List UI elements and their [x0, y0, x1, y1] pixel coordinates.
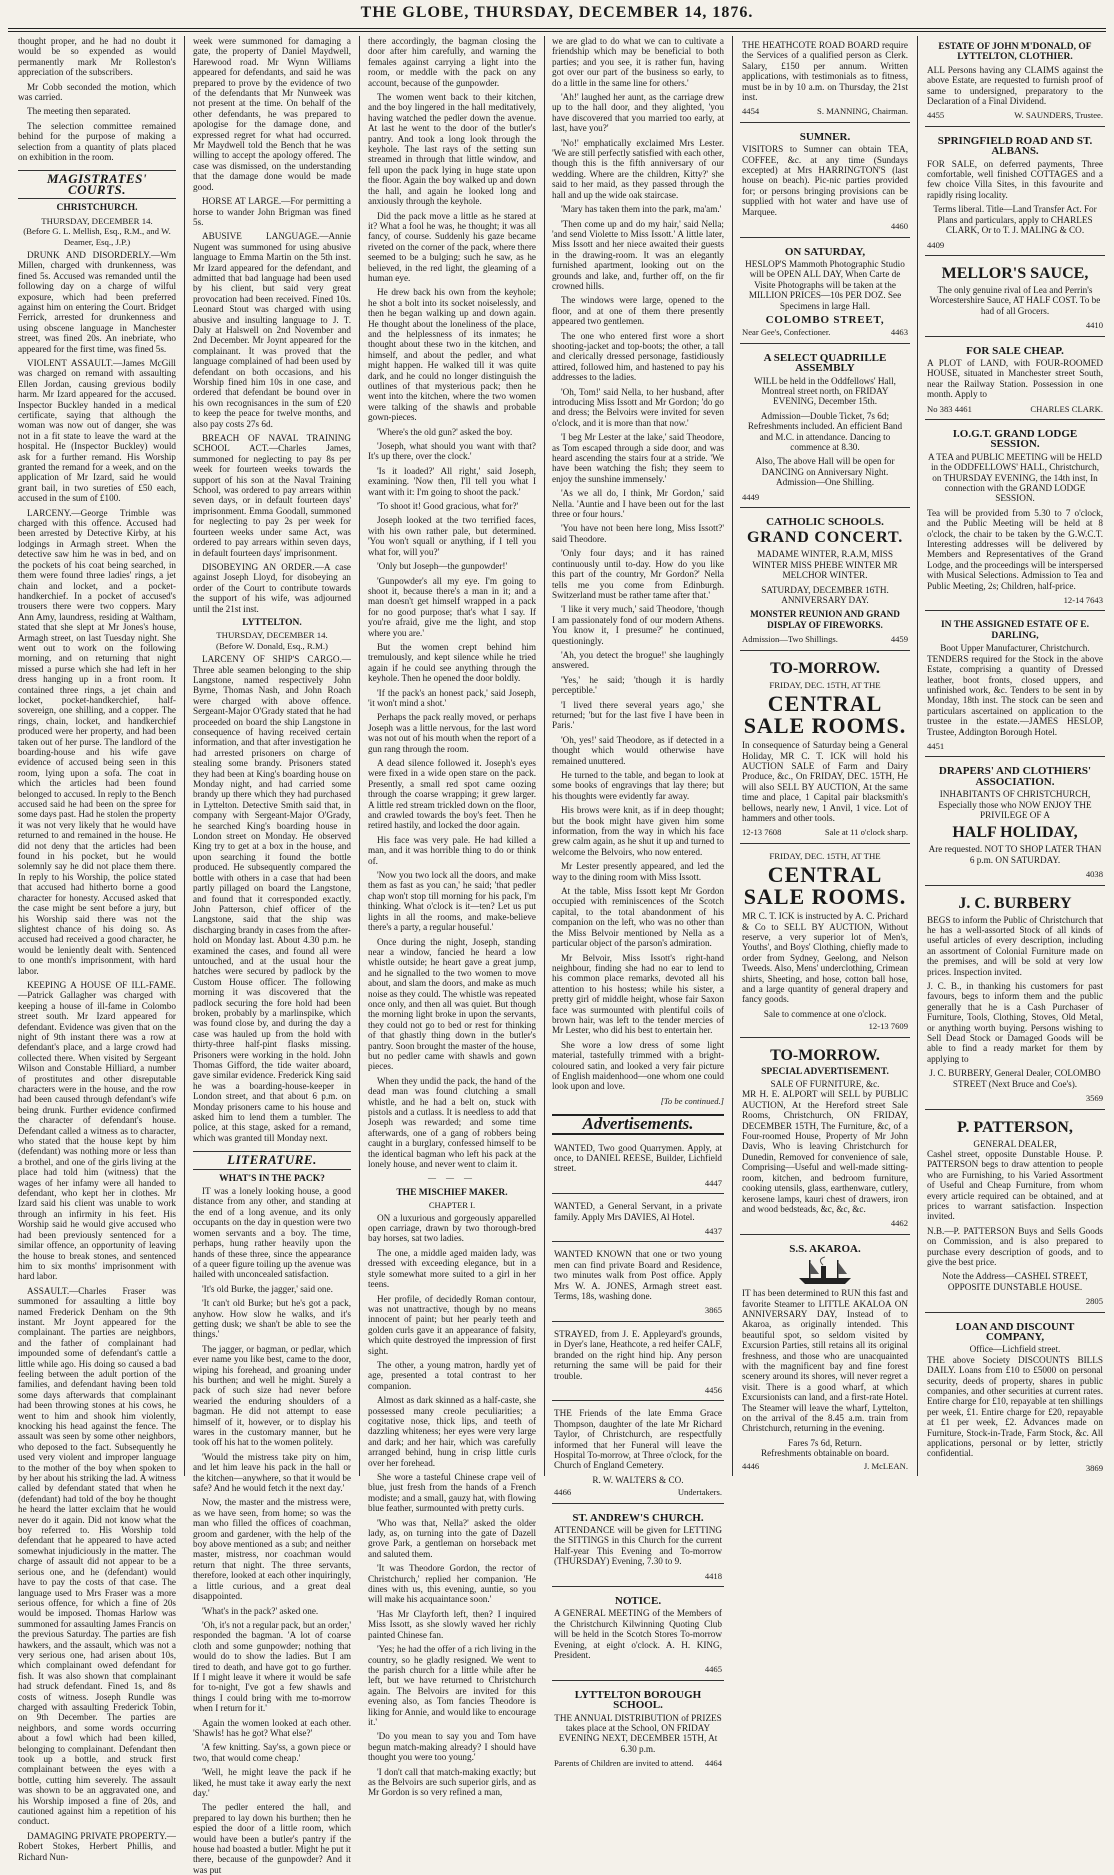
steamship-icon [795, 1256, 855, 1286]
ad-ref: 2805 [1085, 1296, 1103, 1307]
advertisement [740, 1238, 910, 1476]
paragraph: week were summoned for damaging a gate, the property of Daniel Maydwell, Harewood road. Mr Wynn Williams appeared for defendants, and said he was prepared to prove by the evidence of two of the defendants that Mr Nunweek was not present at the time. On behalf of the other defendants, he was prepared to apologise for the damage done, and expressed regret for what had occurred. Mr Maydwell told the Bench that he was willing to accept the apology offered. The case was dismissed, on the understanding that the damage done would be made good. [193, 36, 351, 192]
paragraph: 'No!' emphatically exclaimed Mrs Lester. 'We are still perfectly satisfied with each other, though this is the fifth anniversary of our wedding. Where are the children, Kitty?' she said to her maid, as they passed through the hall and up the wide oak staircase. [552, 137, 724, 200]
column-divider [732, 36, 733, 1476]
ad-title: GRAND CONCERT. [746, 529, 904, 547]
ad-title: J. C. BURBERY [958, 894, 1072, 912]
paragraph: Her profile, of decidedly Roman contour, was not unattractive, though by no means innocent of paint; but her pearly teeth and golden curls gave it an appearance of falsity, which quite destroyed the impression of first sight. [368, 1293, 536, 1356]
bench-line: (Before G. L. Mellish, Esq., R.M., and W. Deamer, Esq., J.P.) [23, 226, 171, 247]
ad-ref: 4449 [742, 491, 760, 502]
advertisement [740, 126, 910, 238]
ad-text: MR H. E. ALPORT will SELL by PUBLIC AUCTION, At the Hereford street Sale Rooms, Christchurch, ON FRIDAY, DECEMBER 15TH, The Furniture, &c, of a Four-roomed House, Property of Mr John Davis, Who is leaving Christchurch for Dunedin, Removed for convenience of sale, Comprising—Useful and well-made sitting-room, kitchen, and bedroom furniture, cooking utensils, glass, earthenware, cutlery, kerosene lamps, kauri chest of drawers, iron and wood bedsteads, &c, &c, &c. [742, 1089, 908, 1214]
ad-title: DRAPERS' AND CLOTHIERS' ASSOCIATION. [938, 765, 1092, 788]
ad-text: WANTED KNOWN that one or two young men can find private Board and Residence, two minutes walk from Post office. Apply Mrs W. A. JONES, Armagh street east. Terms, 18s, washing done. [554, 1249, 722, 1302]
advertisement [925, 889, 1105, 1110]
advertisement [740, 511, 910, 651]
paragraph: At the table, Miss Issott kept Mr Gordon occupied with reminiscences of the Scotch capital, to the total abandonment of his companion on the left, who was no other than the Miss Belvoir mentioned by Nella as a particular object of the parson's admiration. [552, 886, 724, 949]
advertisement [552, 1197, 724, 1242]
ad-text: HESLOP'S Mammoth Photographic Studio will be OPEN ALL DAY, When Carte de Visite Photographs will be taken at the MILLION PRICES—10s PER DOZ. See Specimens in large Hall. [745, 258, 905, 311]
paragraph: ON a luxurious and gorgeously apparelled open carriage, drawn by two thorough-bred bay horses, sat two ladies. [368, 1212, 536, 1244]
ad-title: S.S. AKAROA. [789, 1242, 861, 1255]
paragraph: BREACH OF NAVAL TRAINING SCHOOL ACT.—Charles James, summoned for neglecting to pay 8s per week for fourteen weeks towards the support of his son at the Naval Training School, was ordered to pay arrears within seven days, or in default fourteen days' imprisonment. Emma Goodall, summoned for neglecting to pay 2s per week for fourteen weeks under same Act, was ordered to pay arrears within seven days, in default fourteen days' imprisonment. [193, 433, 351, 558]
advertisements-heading: Advertisements. [552, 1114, 724, 1134]
advertisement [552, 1245, 724, 1321]
paragraph: The pedler entered the hall, and prepared to lay down his burthen; then he espied the door of a little room, which would have been a butler's pantry if the house had boasted a butler. Might he put it there, because of the gunpowder? And it was put [193, 1802, 351, 1875]
paragraph: Joseph looked at the two terrified faces, with his own rather pale, but determined. 'You won't squall or anything, if I tell you what for, will you?' [368, 515, 536, 557]
paragraph: 'It's old Burke, the jagger,' said one. [202, 1283, 333, 1294]
paragraph: 'Where's the old gun?' asked the boy. [377, 426, 513, 437]
ad-ref: 4410 [1085, 320, 1103, 331]
paragraph: 'I lived there several years ago,' she returned; 'but for the last five I have been in Paris.' [552, 699, 724, 731]
paragraph: The jagger, or bagman, or pedlar, which ever name you like best, came to the door, wiping his forehead, and groaning under his burthen; and well he might. Surely a pack of such size had never before wearied the enduring shoulders of a bagman. He did not attempt to ease himself of it, however, or to display his wares in the customary manner, but he took off his hat to the women politely. [193, 1343, 351, 1448]
ad-text: ALL Persons having any CLAIMS against the above Estate, are requested to furnish proof of same to undersigned, preparatory to the Declaration of a Final Dividend. [927, 64, 1103, 107]
ad-ref: 4409 [927, 239, 945, 250]
ad-text: BEGS to inform the Public of Christchurch that he has a well-assorted Stock of all kinds of useful articles of every description, including an assortment of Colonial Furniture made on the premises, and will be sold at very low prices. Inspection invited. [927, 914, 1103, 977]
ad-ref: 4455 [927, 110, 945, 121]
ad-text: Parents of Children are invited to attend. [554, 1758, 694, 1769]
ad-signature-role: Undertakers. [677, 1487, 722, 1498]
ad-title: COLOMBO STREET, [765, 313, 885, 326]
ad-ref: 4447 [704, 1177, 722, 1188]
advertisement [925, 614, 1105, 757]
column-3 [368, 36, 536, 1798]
ad-text: SATURDAY, DECEMBER 16TH. ANNIVERSARY DAY. [761, 584, 889, 606]
advertisement [925, 130, 1105, 256]
masthead-rule [8, 28, 1106, 29]
paragraph: 'As we all do, I think, Mr Gordon,' said Nella. 'Auntie and I have been out for the last three or four hours.' [552, 488, 724, 520]
advertisement [552, 1507, 724, 1587]
date-line: THURSDAY, DECEMBER 14. [216, 630, 328, 641]
advertisement [925, 760, 1105, 885]
ad-text: THE above Society DISCOUNTS BILLS DAILY. Loans from £10 to £5000 on personal security, deeds of property, shares in public companies, and other securities at current rates. Entire charge for £10, repayable at ten shillings per week, £1. Entire charge for £20, repayable at £1 per week, £2. Advances made on Furniture, Stock-in-Trade, Farm Stock, &c. All applications, personal or by letter, strictly confidential. [927, 1354, 1103, 1459]
paragraph: 'Ah!' laughed her aunt, as the carriage drew up to the hall door, and they alighted, 'you have discovered that you married too early, at last, have you?' [552, 92, 724, 134]
paragraph: 'It was Theodore Gordon, the rector of Christchurch,' replied her companion. 'He dines with us, this evening, auntie, so you will make his acquaintance soon.' [368, 1563, 536, 1605]
paragraph: DRUNK AND DISORDERLY.—Wm Millen, charged with drunkenness, was fined 5s. Accused was remanded until the following day on a charge of wilful exposure, which had been preferred against him on entering the Court. Bridget Ferrick, arrested for drunkenness and using obscene language in Manchester street, was fined 20s. An inebriate, who appeared for the first time, was fined 5s. [18, 249, 176, 354]
ad-ref: 4463 [890, 327, 908, 338]
ad-ref: 4437 [704, 1226, 722, 1237]
paragraph: Did the pack move a little as he stared at it? What a fool he was, he thought; it was all fancy, of course. Suddenly his gaze became riveted on the corner of the pack, where there seemed to be a bulging; such he saw, as he believed, in the red light, the gleaming of a human eye. [368, 210, 536, 283]
paragraph: 'Oh, Tom!' said Nella, to her husband, after introducing Miss Issott and Mr Gordon; 'do go and dress; the Belvoirs were invited for seven o'clock, and it is more than that now.' [552, 386, 724, 428]
advertisement [740, 654, 910, 844]
paragraph: Again the women looked at each other. 'Shawls! has he got? What else?' [193, 1717, 351, 1738]
ad-text: Near Gee's, Confectioner. [742, 327, 831, 338]
ad-text: Cashel street, opposite Dunstable House. P. PATTERSON begs to draw attention to people who are Furnishing, to his Varied Assortment of Useful and Cheap Furniture, from whom every article required can be obtained, and at prices to warrant satisfaction. Inspection invited. [927, 1148, 1103, 1222]
ad-text: FRIDAY, DEC. 15TH, AT THE [769, 850, 881, 861]
ad-text: FOR SALE, on deferred payments, Three comfortable, well finished COTTAGES and a few choice Villa Sites, in this favourite and rapidly rising locality. [927, 158, 1103, 200]
ad-text: INHABITANTS OF CHRISTCHURCH, Especially those who NOW ENJOY THE PRIVILEGE OF A [938, 789, 1092, 820]
ad-ref: 4418 [704, 1570, 722, 1581]
advertisement [552, 1325, 724, 1401]
ad-title: NOTICE. [614, 1595, 662, 1607]
ad-title: MELLOR'S SAUCE, [941, 264, 1089, 282]
advertisement [552, 1404, 724, 1503]
ad-text: THE Friends of the late Emma Grace Thompson, daughter of the late Mr Richard Taylor, of Christchurch, are respectfully informed that her Funeral will leave the Hospital To-morrow, at Three o'clock, for the Church of England Cemetery. [554, 1408, 722, 1471]
paragraph: He drew back his own from the keyhole; he shot a bolt into its socket noiselessly, and then he began walking up and down again. He thought about the loneliness of the place, and the helplessness of its inmates; he thought about these two in the kitchen, and himself, and about the pedler, and what might happen. He walked till it was quite dark, and he could no longer distinguish the outlines of that mysterious pack; then he went into the kitchen, where the two women were talking of the shawls and probable gown-pieces. [368, 287, 536, 423]
paragraph: But the women crept behind him tremulously, and kept silence while he tried again if he could see anything through the keyhole. Then he opened the door boldly. [368, 641, 536, 684]
ad-title: SUMNER. [799, 130, 851, 143]
column-divider [917, 36, 918, 1476]
ad-title: ST. ANDREW'S CHURCH. [572, 1511, 704, 1524]
ad-text: A GENERAL MEETING of the Members of the Christchurch Kilwinning Quoting Club will be held in the Scotch Stores To-morrow Evening, at eight o'clock. A. H. KING, President. [554, 1608, 722, 1661]
ad-title: TO-MORROW. [770, 1046, 880, 1064]
ad-title: CENTRAL SALE ROOMS. [743, 691, 907, 739]
paragraph: The selection committee remained behind for the purpose of making a selection from a quantity of plats placed on exhibition in the room. [18, 120, 176, 163]
ad-text: MADAME WINTER, R.A.M, MISS WINTER MISS PHEBE WINTER MR MELCHOR WINTER. [752, 549, 898, 581]
ad-text: GENERAL DEALER, [973, 1138, 1057, 1149]
paragraph: When they undid the pack, the hand of the dead man was found clutching a small whistle, and he had a belt on, stuck with pistols and a cutlass. It is needless to add that Joseph was rewarded; and some time afterwards, one of a gang of robbers being caught in a burglary, confessed himself to be the identical bagman who left his pack at the lonely house, and never went to claim it. [368, 1075, 536, 1170]
story-title: THE MISCHIEF MAKER. [396, 1187, 508, 1198]
ad-text: WANTED, a General Servant, in a private family. Apply Mrs DAVIES, Al Hotel. [554, 1201, 722, 1222]
paragraph: we are glad to do what we can to cultivate a friendship which may be beneficial to both parties; and you see, it is rather fun, having got over our part of the business so early, to do a little in the same line for others.' [552, 36, 724, 88]
advertisement [552, 1139, 724, 1195]
ad-text: ATTENDANCE will be given for LETTING the SITTINGS in this Church for the current Half-year This Evening and To-morrow (THURSDAY) Evening, 7.30 to 9. [554, 1524, 722, 1567]
ad-title: SPECIAL ADVERTISEMENT. [761, 1066, 889, 1077]
ad-signature: R. W. WALTERS & CO. [592, 1474, 684, 1485]
ad-title: I.O.G.T. GRAND LODGE SESSION. [952, 427, 1078, 451]
paragraph: 'Yes,' he said; 'though it is hardly perceptible.' [552, 674, 724, 696]
advertisement [925, 1316, 1105, 1479]
advertisement [740, 36, 910, 123]
place-heading: LYTTELTON. [242, 617, 302, 628]
ad-signature: CHARLES CLARK. [1030, 403, 1103, 414]
paragraph: LARCENY.—George Trimble was charged with this offence. Accused had been arrested by Detective Kirby, at his lodgings in Armagh street. When the detective saw him he was in bed, and on the pockets of his coat being searched, in them were found three ladies' rings, a jet chain and locket, and a pocket-handkerchief. In a pocket of accused's trousers there were two coppers. Mary Ann Amy, laundress, residing at Waltham, stated that she slept at Mr Jones's house, Armagh street, on last Tuesday night. She went out to work on the following morning, and on returning that night missed a purse which she had left in her dress hanging up in a front room. It contained three rings, a jet chain and locket, pocket-handkerchief, half-sovereign, one shilling, and a copper. The rings, chain, locket, and handkerchief produced were her property, and had been taken out of her purse. The landlord of the boarding-house and his wife gave evidence of accused being seen in this room, lying upon a sofa. The coat in which the articles had been found belonged to accused. In reply to the Bench accused said he had been on the spree for some days past. Had he stolen the property it was not very likely that he would have returned to and remained in the house. He did not deny that the articles had been found in his pocket, but he would solemnly say he did not place them there. In reply to his Worship, the police stated that accused had hitherto borne a good character for honesty. Accused asked that the case might be sent before a jury, but his Worship said there was not the slightest chance of his doing so. As accused had received a good character, he would be leniently dealt with. Sentenced to one month's imprisonment, with hard labor. [18, 507, 176, 976]
paragraph: 'Now you two lock all the doors, and make them as fast as you can,' he said; 'that pedler chap won't stop till morning for his pack, I'm thinking. What o'clock is it—ten? Let us put lights in all the rooms, and make-believe there's a party, a regular houseful.' [368, 870, 536, 933]
advertisement [740, 847, 910, 1038]
paragraph: KEEPING A HOUSE OF ILL-FAME.—Patrick Gallagher was charged with keeping a house of ill-fame in Colombo street south. Mr Izard appeared for defendant. Evidence was given that on the night of 9th instant there was a row at defendant's place, and a large crowd had collected there. When visited by Sergeant Wilson and Constable Hilliard, a number of prostitutes and other disreputable characters were in the house, and the row had been caused through defendant's wife being drunk. Further evidence confirmed the character of defendant's house. Defendant called a witness as to character, who stated that the house kept by him (defendant) was nothing more or less than a brothel, and one of the girls living at the place had told him (witness) that the wages of her infamy were all handed to defendant, who kept her in clothes. Mr Izard said his client was unable to work through an infirmity in his feet. His Worship said he would give accused who had been previously sentenced for a similar offence, an opportunity of leaving the house to break stones, and sentenced him to six months' imprisonment with hard labor. [18, 979, 176, 1282]
paragraph: 'Has Mr Clayforth left, then? I inquired Miss Issott, as she slowly waved her richly painted Chinese fan. [368, 1608, 536, 1640]
paragraph: 'Then come up and do my hair,' said Nella; 'and send Violette to Miss Issott.' A little later, Miss Issott and her niece awaited their guests in the drawing-room. It was an elegantly furnished apartment, looking out on the grounds and lake, and, further off, on the fir crowned hills. [552, 218, 724, 291]
ad-title: FOR SALE CHEAP. [966, 344, 1064, 357]
column-5 [740, 36, 910, 1478]
advertisement [740, 241, 910, 344]
paragraph: 'Oh, it's not a regular pack, but an order,' responded the bagman. 'A lot of coarse cloth and some gunpowder; nothing that would do to show the ladies. But I am tired to death, and have got to go further. If I might leave it where it would be safe for to-night, I've got a few shawls and things I could bring with me to-morrow when I return for it.' [193, 1619, 351, 1714]
column-divider [359, 36, 360, 1476]
advertisement [552, 1590, 724, 1681]
ad-title: P. PATTERSON, [957, 1118, 1073, 1136]
ad-title: CENTRAL SALE ROOMS. [743, 862, 907, 910]
paragraph: 'Only four days; and it has rained continuously until to-day. How do you like this part of the country, Mr Gordon?' Nella tells me you come from Edinburgh. Switzerland must be rather tame after that.' [552, 548, 724, 600]
advertisement [925, 36, 1105, 127]
advertisement [925, 1113, 1105, 1313]
column-divider [544, 36, 545, 1476]
column-2 [193, 36, 351, 1875]
ad-text: Refreshments obtainable on board. [760, 1448, 890, 1459]
paragraph: IT was a lonely looking house, a good distance from any other, and standing at the end of a long avenue, and its only occupants on the day in question were two women servants and a boy. The time, perhaps, hung rather heavily upon the hands of these three, since the appearance of a queer figure toiling up the avenue was hailed with unconcealed satisfaction. [193, 1186, 351, 1280]
paragraph: The one who entered first wore a short shooting-jacket and top-boots; the other, a tall and clerically dressed personage, fastidiously attired, followed him, and hastened to pay his addresses to the ladies. [552, 330, 724, 383]
paragraph: DISOBEYING AN ORDER.—A case against Joseph Lloyd, for disobeying an order of the Court to contribute towards the support of his wife, was adjourned until the 21st inst. [193, 561, 351, 614]
paragraph: Perhaps the pack really moved, or perhaps Joseph was a little nervous, for the last word was not out of his mouth when the report of a gun rang through the room. [368, 712, 536, 754]
ad-text: STRAYED, from J. E. Appleyard's grounds, in Dyer's lane, Heathcote, a red heifer CALF, branded on the right hind hip. Any person returning the same will be paid for their trouble. [554, 1328, 722, 1381]
ad-text: THE ANNUAL DISTRIBUTION of PRIZES takes place at the School, ON FRIDAY EVENING NEXT, DECEMBER 15TH, At 6.30 p.m. [554, 1712, 722, 1754]
column-4 [552, 36, 724, 1769]
ad-ref: 12-14 7643 [1063, 595, 1103, 606]
ad-text: Office—Lichfield street. [969, 1344, 1061, 1355]
paragraph: The other, a young matron, hardly yet of age, presented a total contrast to her companion. [368, 1359, 536, 1391]
paragraph: The one, a middle aged maiden lady, was dressed with exceeding elegance, but in a style somewhat more suited to a girl in her teens. [368, 1247, 536, 1290]
ad-ref: 4462 [890, 1218, 908, 1229]
paragraph: 'To shoot it! Good gracious, what for?' [377, 501, 519, 512]
ad-text: Fares 7s 6d, Return. [788, 1437, 862, 1448]
ad-title: HALF HOLIDAY, [952, 824, 1078, 842]
ad-text: J. C. BURBERY, General Dealer, COLOMBO STREET (Next Bruce and Coe's). [929, 1068, 1101, 1089]
paragraph: Once during the night, Joseph, standing near a window, fancied he heard a low whistle outside; he heart gave a great jump, and he signalled to the two women to move about, and slam the doors, and make as much noise as they could. The whistle was repeated once only, and then all was quiet. But though the morning light broke in upon the servants, they could not go to bed or rest for thinking of that ghastly thing down in the butler's pantry. Soon brought the master of the house, but no pedler came with shawls and gown pieces. [368, 936, 536, 1072]
paragraph: 'I beg Mr Lester at the lake,' said Theodore, as Tom escaped through a side door, and was heard ascending the stairs four at a stride. 'We have been watching the fish; they seem to enjoy the sunshine immensely.' [552, 432, 724, 484]
continued-note: [To be continued.] [660, 1095, 724, 1106]
paragraph: 'A few knitting. Say'ss, a gown piece or two, that would come cheap.' [193, 1742, 351, 1763]
paragraph: 'Ah, you detect the brogue!' she laughingly answered. [552, 649, 724, 671]
story-title: WHAT'S IN THE PACK? [219, 1173, 325, 1184]
paragraph: 'Well, he might leave the pack if he liked, he must take it away early the next day.' [193, 1767, 351, 1798]
ad-text: Tea will be provided from 5.30 to 7 o'clock, and the Public Meeting will be held at 8 o'clock, the chair to be taken by the G.W.C.T. Interesting addresses will be delivered by Members and Representatives of the Grand Lodge, and the proceedings will be interspersed with Musical Selections. Admission to Tea and Public Meeting, 2s; Children, half-price. [927, 507, 1103, 591]
advertisement [925, 340, 1105, 420]
ad-text: Sale to commence at one o'clock. [763, 1008, 887, 1019]
paragraph: 'Only but Joseph—the gunpowder!' [377, 561, 508, 572]
ad-text: WANTED, Two good Quarrymen. Apply, at once, to DANIEL REESE, Builder, Lichfield street. [554, 1142, 722, 1174]
column-1 [18, 36, 176, 1862]
paragraph: 'Gunpowder's all my eye. I'm going to shoot it, because there's a man in it; and a man doesn't get himself wrapped in a pack for no good purpose; that's what I say. If you're afraid, give me the light, and stop where you are.' [368, 575, 536, 638]
ad-text: A TEA and PUBLIC MEETING will be HELD in the ODDFELLOWS' HALL, Christchurch, on THURSDAY EVENING, the 14th inst, In connection with the GRAND LODGE SESSION. [927, 451, 1103, 504]
paragraph: 'Do you mean to say you and Tom have begun match-making already? I should have thought you were too young.' [368, 1731, 536, 1763]
ad-title: LOAN AND DISCOUNT COMPANY, [955, 1320, 1075, 1343]
advertisement [740, 347, 910, 508]
ad-ref: 4460 [890, 221, 908, 232]
ad-ref: 4454 [742, 106, 760, 117]
ad-text: SALE OF FURNITURE, &c. [770, 1079, 880, 1090]
ad-ref: 4466 [554, 1487, 572, 1498]
ad-ref: 4464 [704, 1758, 722, 1769]
ad-ref: No 383 4461 [927, 403, 972, 414]
ad-text: TENDERS required for the Stock in the above Estate, comprising a quantity of Dressed leather, boot fronts, closed uppers, and unfinished work, &c. Tenders to be sent in by Monday, 18th inst. The stock can be seen and particulars ascertained on application to the trustee in the estate.—JAMES HESLOP, Trustee, Addington Borough Hotel. [927, 653, 1103, 737]
paragraph: LARCENY OF SHIP'S CARGO.—Three able seamen belonging to the ship Langstone, named respectively John Byrne, Thomas Nash, and John Roach were charged with above offence. Sergeant-Major O'Grady stated that he had proceeded on board the ship Langstone in consequence of having received certain information, and that after investigation he had arrested prisoners on charge of stealing some brandy. Prisoners stated they had been at King's boarding house on Monday night, and had carried some brandy up there which they had purchased in Lyttelton. Detective Smith said that, in company with Sergeant-Major O'Grady, he searched King's boarding house in London street on Monday. He observed King try to get at a box in the house, and upon searching it found the bottle produced. He subsequently compared the bottle with others in a case that had been partly pillaged on board the Langstone, and found that it corresponded exactly. John Patterson, chief officer of the Langstone, said that the ship was discharging brandy in cases from the after-hold on Monday last. About 4.30 p.m. he examined the cases, and found all were untouched, and at the usual hour the hatches were secured by padlock by the Custom House officer. The following morning it was discovered that the padlock securing the fore hold had been broken, probably by a marlinspike, which was found close by, and during the day a case was hauled up from the hold with thirty-three half-pint flasks missing. Prisoners were working in the hold. John Thomas Gifford, the tide waiter aboard, gave similar evidence. Frederick King said he was a boarding-house-keeper in London street, and that about 6 p.m. on Monday prisoners came to his house and asked him to lend them a tumbler. The police, at this stage, asked for a remand, which was granted till Monday next. [193, 654, 351, 1143]
ad-ref: 4465 [704, 1664, 722, 1675]
ad-ref: 4451 [927, 740, 945, 751]
paragraph: 'It can't old Burke; but he's got a pack, anyhow. How slow he walks, and it's getting dusk; we shan't be able to see the things.' [193, 1298, 351, 1340]
paragraph: She wore a low dress of some light material, tastefully trimmed with a bright-coloured satin, and looked a very fair picture of English maidenhood—one whom one could look upon and love. [552, 1039, 724, 1092]
paragraph: 'Oh, yes!' said Theodore, as if detected in a thought which would otherwise have remained unuttered. [552, 734, 724, 766]
paragraph: 'Would the mistress take pity on him, and let him leave his pack in the hall or the kitchen—anywhere, so that it would be safe? And he would fetch it the next day.' [193, 1451, 351, 1494]
bench-line: (Before W. Donald, Esq., R.M.) [216, 640, 328, 651]
paragraph: ABUSIVE LANGUAGE.—Annie Nugent was summoned for using abusive language to Emma Martin on the 5th inst. Mr Izard appeared for the defendant, and admitted that bad language had been used by his client, but said very great provocation had been received. Fined 10s. Leonard Stout was charged with using abusive and insulting language to J. T. Daly at Halswell on 2nd November and 2nd December. Mr Joynt appeared for the complainant. It was proved that the language complained of had been used by defendant on both occasions, and his Worship fined him 10s in one case, and ordered that defendant be bound over in his own recognisances in the sum of £20 to keep the peace for twelve months, and also pay costs 27s 6d. [193, 231, 351, 429]
paragraph: DAMAGING PRIVATE PROPERTY.—Robert Stokes, Herbert Phillis, and Richard Nun- [18, 1830, 176, 1862]
paragraph: 'You have not been here long, Miss Issott?' said Theodore. [552, 523, 724, 544]
paragraph: The meeting then separated. [27, 106, 131, 117]
masthead-rule [8, 31, 1106, 32]
ad-text: Also, The above Hall will be open for DANCING on Anniversary Night. Admission—One Shilling. [755, 456, 895, 488]
ad-text: VISITORS to Sumner can obtain TEA, COFFEE, &c. at any time (Sundays excepted) at Mrs HARRINGTON'S (last house on beach). Pic-nic parties provided for; or persons bringing provisions can be supplied with hot water and have use of Marquee. [742, 144, 908, 217]
ad-title: CATHOLIC SCHOOLS. [766, 516, 884, 529]
ad-text: WILL be held in the Oddfellows' Hall, Montreal street north, on FRIDAY EVENING, December 15th. [754, 375, 896, 407]
ad-text: A PLOT of LAND, with FOUR-ROOMED HOUSE, situated in Manchester street South, near the Railway Station. Possession in one month. Apply to [927, 357, 1103, 400]
ad-text: Are requested. NOT TO SHOP LATER THAN 6 p.m. ON SATURDAY. [928, 844, 1102, 865]
ad-signature: W. SAUNDERS, Trustee. [1014, 110, 1103, 121]
ad-text: N.B.—P. PATTERSON Buys and Sells Goods on Commission, and is also prepared to purchase every description of goods, and to give the best price. [927, 1225, 1103, 1267]
ad-title: LYTTELTON BOROUGH SCHOOL. [574, 1688, 702, 1712]
chapter-line: CHAPTER I. [428, 1200, 476, 1211]
paragraph: HORSE AT LARGE.—For permitting a horse to wander John Brigman was fined 5s. [193, 196, 351, 227]
paragraph: His brows were knit, as if in deep thought; but the book might have given him some information, from the way in which his face grew calm again, as he shut it up and turned to welcome the Belvoirs, who now entered. [552, 805, 724, 857]
ad-title: ESTATE OF JOHN M'DONALD, OF LYTTELTON, CLOTHIER. [938, 42, 1092, 63]
ad-title: ON SATURDAY, [784, 245, 866, 258]
place-heading: CHRISTCHURCH. [56, 203, 138, 214]
paragraph: Mr Cobb seconded the motion, which was carried. [18, 81, 176, 103]
paragraph: She wore a tasteful Chinese crape veil of blue, just fresh from the hands of a French modiste; and a small, gauzy hat, with flowing blue feather, surmounted with pretty curls. [368, 1472, 536, 1514]
ad-title: A SELECT QUADRILLE ASSEMBLY [763, 351, 887, 375]
paragraph: ASSAULT.—Charles Fraser was summoned for assaulting a little boy named Frederick Denham on the 9th instant. Mr Joynt appeared for the complainant. The parties are neighbors, and the father of complainant had impounded some of defendant's cattle a little while ago. His doing so caused a bad feeling between the adult portion of the families, and defendant having been told some days afterwards that complainant had been throwing stones at his cows, he went to him and shook him violently, knocking his head against the fence. The assault was seen by some other neighbors, who deposed to the fact. Subsequently he used very violent and improper language to the mother of the boy when spoken to by her about his striking the lad. A witness called by defendant stated that when he (defendant) had told of the boy he thought he heard the latter exclaim that he would never do it again. Did not know what the boy referred to. His Worship told defendant that he appeared to have acted somewhat injudiciously in the matter. The charge of assault did not appear to be a serious one, and he (defendant) would have to pay the costs of that case. The language used to Mrs Fraser was a more serious offence, for which a fine of 20s would be imposed. Thomas Harlow was summoned for assaulting James Francis on the previous Saturday. The parties are fish hawkers, and the assault, which was not a very serious one, had arisen about 10s, which complainant owed defendant for fish. It was also shown that complainant had struck defendant. Fined 1s, and 8s costs of witness. Joseph Rundle was charged with assaulting Frederick Tobin, on 9th December. The parties are neighbors, and some words occurring about a fowl which had been killed, belonging to complainant. Defendant then took up a bottle, and struck first complainant between the eyes with a bottle, cutting him severely. The assault was shown to be an aggravated one, and his Worship imposed a fine of 20s, and cautioned against him a repetition of his conduct. [18, 1285, 176, 1827]
ad-text: J. C. B., in thanking his customers for past favours, begs to inform them and the public generally that he is a Cash Purchaser of Furniture, Tools, Clothing, Stoves, Old Metal, or anything worth buying. Persons wishing to Sell Dead Stock or Damaged Goods will be able to find a ready market for them by applying to [927, 981, 1103, 1064]
section-heading: MAGISTRATES' COURTS. [18, 170, 176, 199]
ad-title: SPRINGFIELD ROAD AND ST. ALBANS. [937, 134, 1093, 158]
ad-signature: S. MANNING, Chairman. [817, 106, 908, 117]
ad-text: Admission—Two Shillings. [742, 634, 838, 645]
paragraph: Mr Belvoir, Miss Issott's right-hand neighbour, finding she had no ear to lend to his common place remarks, devoted all his attention to his hostess; while his sister, a pretty girl of middle height, whose fair Saxon face was surmounted with plentiful coils of brown hair, was left to the tender mercies of Mr Lester, who did his best to entertain her. [552, 952, 724, 1036]
paragraph: 'I like it very much,' said Theodore, 'though I am passionately fond of our modern Athens. You know it, I presume?' he continued, questioningly. [552, 604, 724, 646]
section-heading: LITERATURE. [193, 1151, 351, 1169]
paragraph: The women went back to their kitchen, and the boy lingered in the hall meditatively, having watched the pedler down the avenue. At last he went to the door of the butler's pantry. And took a long look through the keyhole. The last rays of the setting sun streamed in through that little window, and fell upon the pack lying in huge state upon the floor. Again the boy walked up and down the hall, and again he looked long and anxiously through the keyhole. [368, 92, 536, 207]
paragraph: 'Yes; he had the offer of a rich living in the country, so he gladly resigned. We went to the parish church for a little while after he left, but we have returned to Christchurch again. The Belvoirs are invited for this evening also, as Tom fancies Theodore is liking for Annie, and would like to encourage it.' [368, 1644, 536, 1727]
paragraph: 'Who was that, Nella?' asked the older lady, as, on turning into the gate of Dazell grove Park, a gentleman on horseback met and saluted them. [368, 1517, 536, 1559]
column-divider [184, 36, 185, 1476]
advertisement [552, 1684, 724, 1774]
ad-text: Note the Address—CASHEL STREET, OPPOSITE DUNSTABLE HOUSE. [942, 1271, 1088, 1292]
paragraph: 'What's in the pack?' asked one. [202, 1605, 319, 1616]
ad-text: FRIDAY, DEC. 15TH, AT THE [769, 679, 881, 690]
paragraph: there accordingly, the bagman closing the door after him carefully, and warning the females against carrying a light into the room, or meddle with the pack on any account, because of the gunpowder. [368, 36, 536, 88]
advertisement [740, 1041, 910, 1235]
ad-text: In consequence of Saturday being a General Holiday, MR C. T. ICK will hold his AUCTION SALE of Farm and Dairy Produce, &c., On FRIDAY, DEC. 15TH, He will also SELL BY AUCTION, At the same time and place, 1 Capital pair blacksmith's bellows, nearly new, 1 Anvil, 1 vice. Lot of hammers and other tools. [742, 740, 908, 823]
ad-text: IT has been determined to RUN this fast and favorite Steamer to LITTLE AKALOA ON ANNIVERSARY DAY, Instead of to Akaroa, as originally intended. This beautiful spot, so seldom visited by Excursion Parties, still retains all its original freshness, and those who are unacquainted with the magnificent bay and fine forest scenery around its shores, will never regret a visit. There is a good wharf, at which Excursionists can land, and a first-rate Hotel. The Steamer will leave the wharf, Lyttelton, on the arrival of the 8.45 a.m. train from Christchurch, returning in the evening. [742, 1288, 908, 1434]
ad-text: MONSTER REUNION AND GRAND DISPLAY OF FIREWORKS. [750, 609, 900, 630]
ad-text: Sale at 11 o'clock sharp. [824, 827, 908, 838]
paragraph: 'If the pack's an honest pack,' said Joseph, 'it won't mind a shot.' [368, 687, 536, 708]
ad-ref: 3865 [704, 1305, 722, 1316]
paragraph: 'I don't call that match-making exactly; but as the Belvoirs are such superior girls, and as Mr Gordon is so very refined a man, [368, 1766, 536, 1798]
paragraph: 'Joseph, what should you want with that? It's up there, over the clock.' [368, 441, 536, 462]
ad-text: Boot Upper Manufacturer, Christchurch. [940, 643, 1090, 654]
paragraph: A dead silence followed it. Joseph's eyes were fixed in a wide open stare on the pack. Presently, a small red spot came oozing through the coarse wrapping; it grew larger. A little red stream trickled down on the floor, and crawled towards the boy's feet. Then he retired hastily, and locked the door again. [368, 758, 536, 831]
ad-ref: 3869 [1085, 1462, 1103, 1473]
paragraph: He turned to the table, and began to look at some books of engravings that lay there; but his thoughts were evidently far away. [552, 770, 724, 801]
advertisement [925, 423, 1105, 612]
ad-text: Admission—Double Ticket, 7s 6d; Refreshments included. An efficient Band and M.C. in attendance. Dancing to commence at 8.30. [747, 410, 903, 452]
ad-title: TO-MORROW. [770, 659, 880, 677]
masthead: THE GLOBE, THURSDAY, DECEMBER 14, 1876. [360, 4, 754, 21]
ad-text: The only genuine rival of Lea and Perrin's Worcestershire Sauce, AT HALF COST. To be had of all Grocers. [929, 284, 1101, 316]
ornament-divider: — — — [428, 1173, 476, 1183]
ad-ref: 4038 [1085, 869, 1103, 880]
ad-ref: 4459 [890, 634, 908, 645]
paragraph: 'Mary has taken them into the park, ma'am.' [561, 204, 722, 215]
advertisement [925, 259, 1105, 337]
paragraph: Mr Lester presently appeared, and led the way to the dining room with Miss Issott. [552, 861, 724, 882]
ad-ref: 12-13 7609 [868, 1021, 908, 1032]
ad-text: THE HEATHCOTE ROAD BOARD require the Services of a qualified person as Clerk. Salary, £150 per annum. Written applications, with testimonials as to fitness, must be in by 10 a.m. on Thursday, the 21st inst. [742, 40, 908, 103]
ad-ref: 3569 [1085, 1093, 1103, 1104]
paragraph: thought proper, and he had no doubt it would be so expended as would permanently mark Mr Rolleston's appreciation of the subscribers. [18, 36, 176, 78]
column-6 [925, 36, 1105, 1478]
date-line: THURSDAY, DECEMBER 14. [41, 215, 153, 226]
ad-signature: J. McLEAN. [863, 1460, 908, 1471]
ad-text: MR C. T. ICK is instructed by A. C. Prichard & Co to SELL BY AUCTION, Without reserve, a very superior lot of Men's, Youths', and Boys' Clothing, chiefly made to order from Sydney, Geelong, and Nelson Tweeds. Also, Mens' underclothing, Crimean shirts, Sheeting, and hose, cotton ball hose, and a large quantity of general drapery and fancy goods. [742, 911, 908, 1005]
ad-text: Terms liberal. Title—Land Transfer Act. For Plans and particulars, apply to CHARLES CLARK, Or to T. J. MALING & CO. [933, 204, 1097, 236]
paragraph: His face was very pale. He had killed a man, and it was horrible thing to do or think of. [368, 834, 536, 866]
paragraph: Almost as dark skinned as a half-caste, she possessed many creole peculiarities; a cogitative nose, thick lips, and teeth of dazzling whiteness; her eyes were very large and dark; and her hair, which was carefully arranged behind, hung in crisp little curls over her forehead. [368, 1395, 536, 1468]
paragraph: 'Is it loaded?' All right,' said Joseph, examining. 'Now then, I'll tell you what I want with it: I'm going to shoot the pack.' [368, 465, 536, 497]
paragraph: VIOLENT ASSAULT.—James McGill was charged on remand with assaulting Ellen Jordan, causing grevious bodily harm. Mr Izard appeared for the accused. Inspector Buckley handed in a medical certificate, saying that although the woman was now out of danger, she was not in a fit state to leave the ward at the hospital. He (Inspector Buckley) would ask for a further remand. His Worship granted the remand for a week, and on the application of Mr Izard, said he would grant bail, in two sureties of £50 each, accused in the sum of £100. [18, 357, 176, 504]
ad-ref: 12-13 7608 [742, 827, 782, 838]
paragraph: Now, the master and the mistress were, as we have seen, from home; so was the man who filled the offices of coachman, groom and gardener, with the help of the boy above mentioned as a sub; and neither master, mistress, nor coachman would return that night. The three servants, therefore, looked at each other inquiringly, a little curious, and a great deal disappointed. [193, 1497, 351, 1602]
paragraph: The windows were large, opened to the floor, and at one of them there presently appeared two gentlemen. [552, 295, 724, 327]
ad-ref: 4456 [704, 1384, 722, 1395]
ad-ref: 4446 [742, 1460, 760, 1471]
ad-title: IN THE ASSIGNED ESTATE OF E. DARLING, [940, 620, 1089, 641]
